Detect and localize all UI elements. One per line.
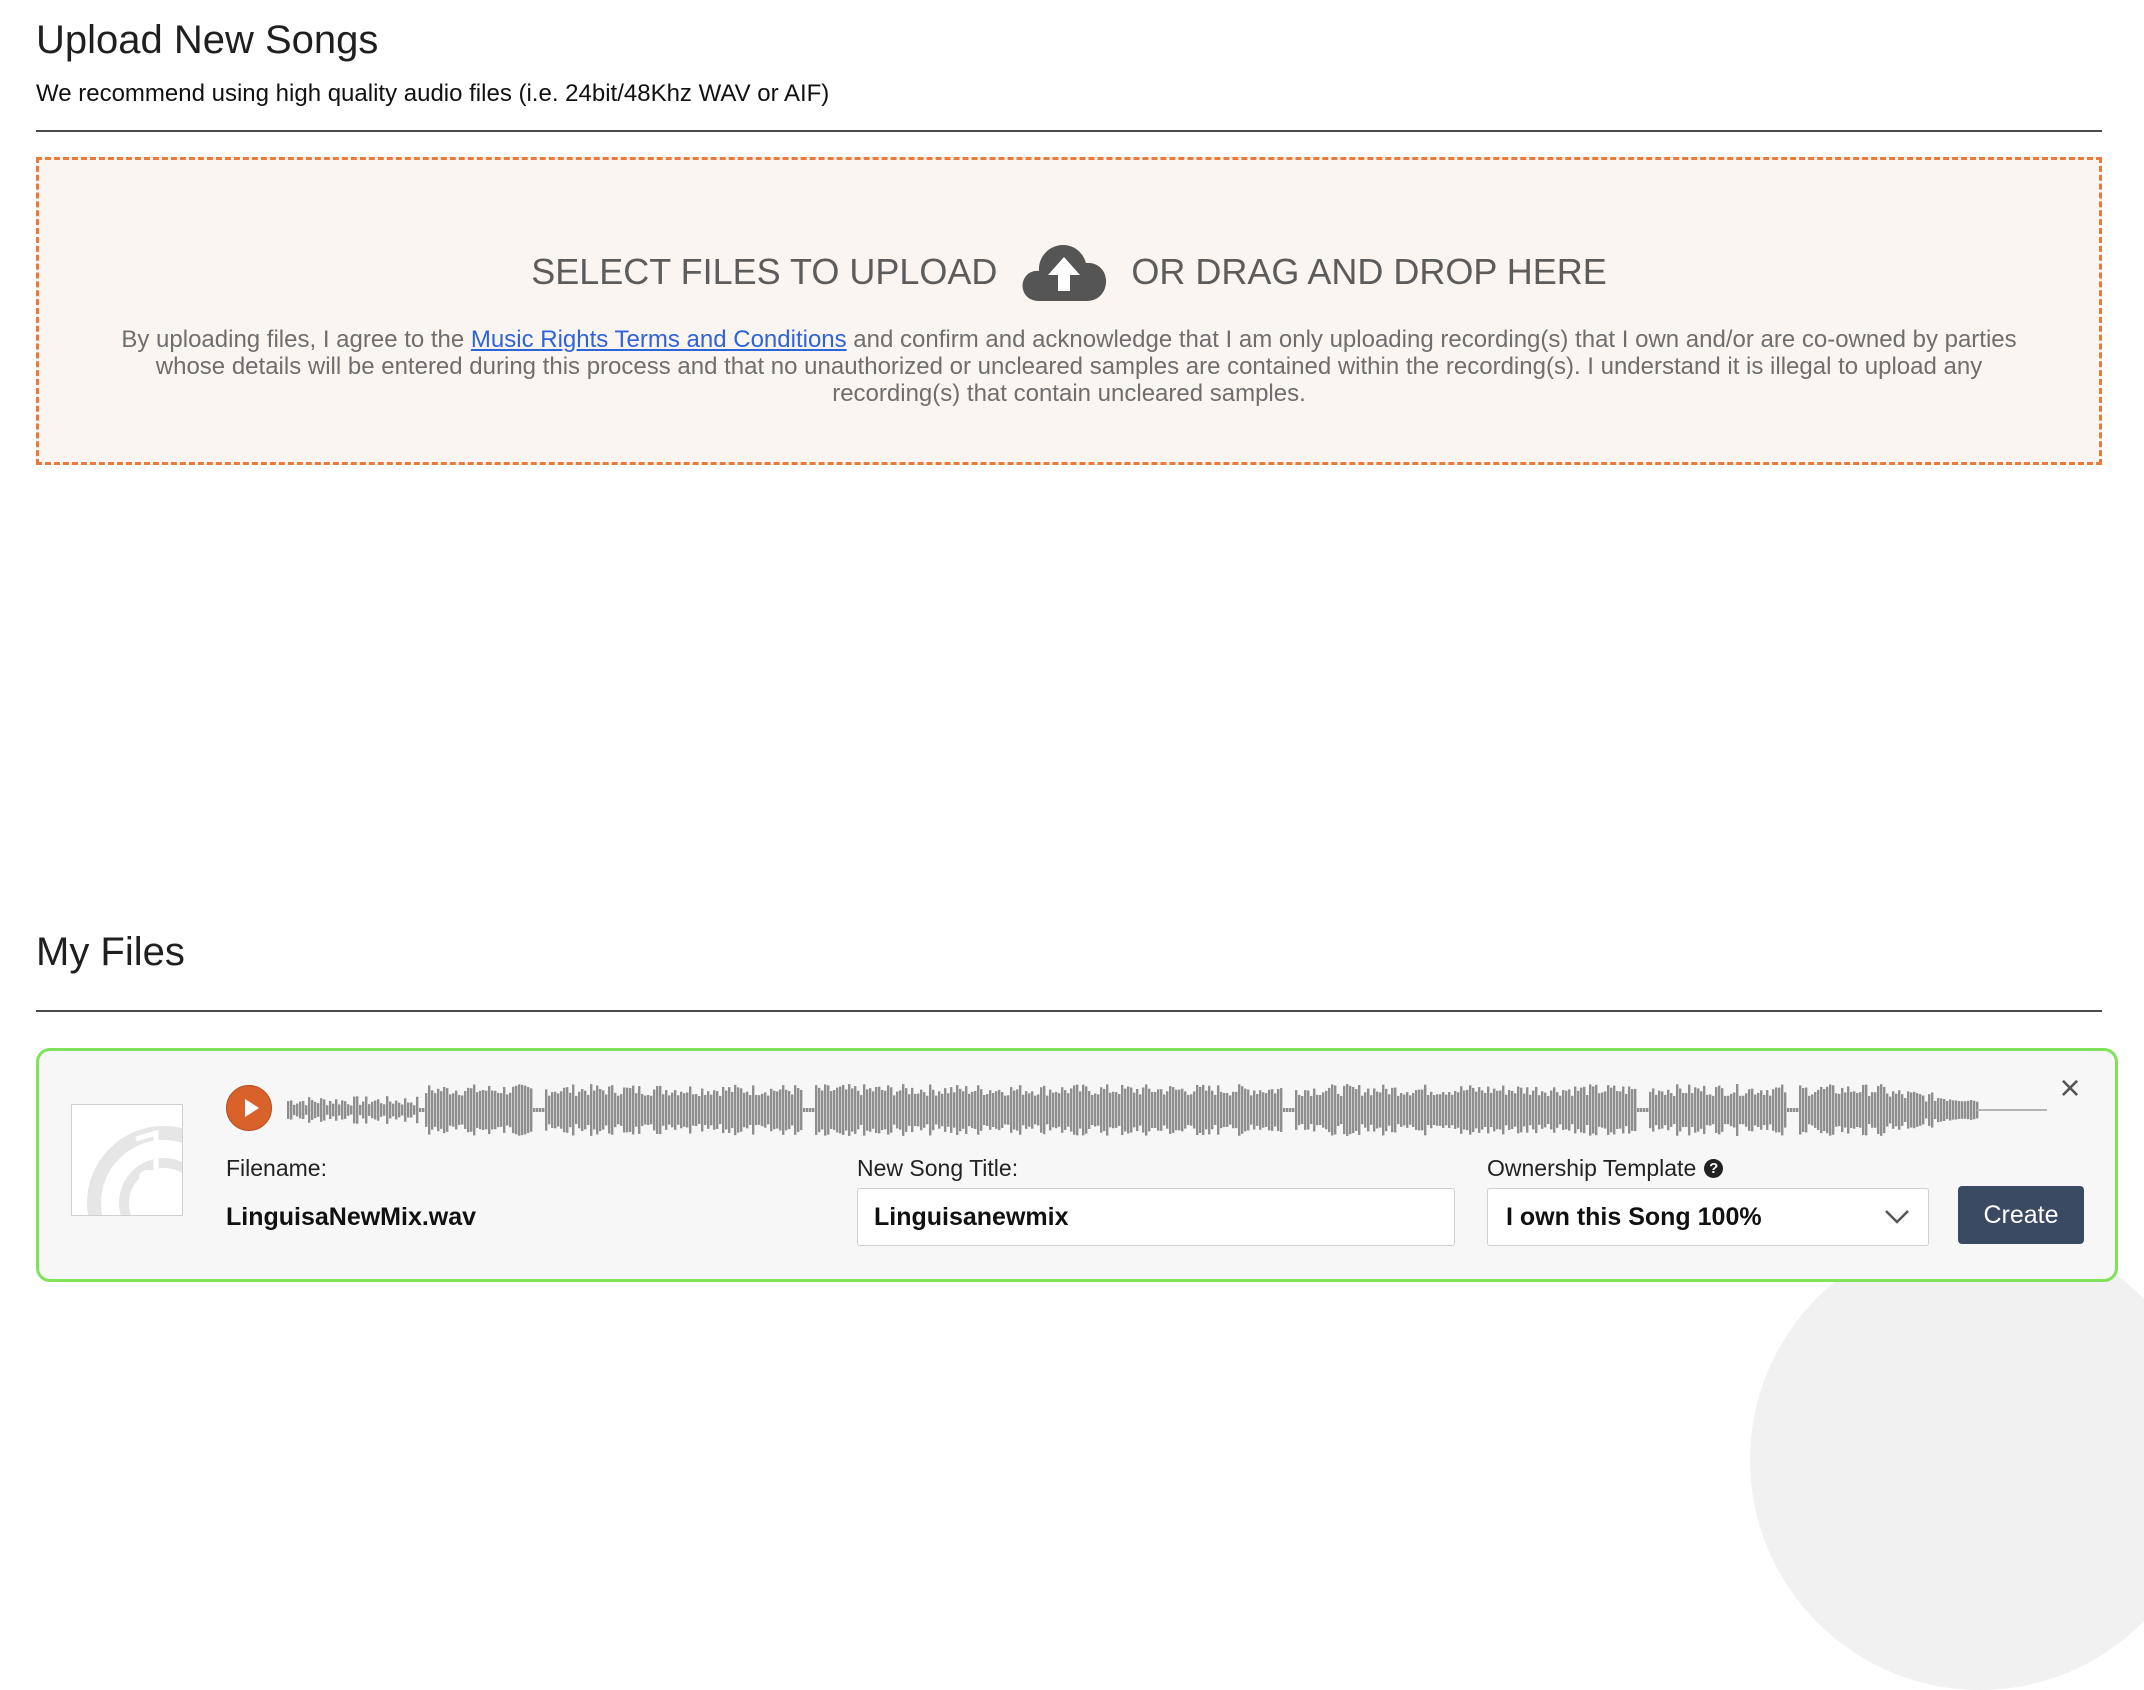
filename-label: Filename: bbox=[226, 1155, 327, 1181]
upload-dropzone[interactable] bbox=[36, 157, 2102, 465]
legal-text-end: and confirm and acknowledge that I am only uploading recording(s) that I own and/or are co-owned by parties whose details will be entered during this process and that no unauthorized or uncleared samples are contained within the recording(s). I understand it is illegal to upload any recording(s) that contain uncleared samples. bbox=[155, 326, 2017, 407]
play-icon[interactable] bbox=[226, 1085, 272, 1131]
dropzone-headline[interactable] bbox=[39, 226, 2099, 318]
song-title-input[interactable] bbox=[857, 1188, 1455, 1246]
upload-legal-notice bbox=[89, 326, 2049, 407]
create-button[interactable]: Create bbox=[1958, 1186, 2084, 1244]
chevron-down-icon[interactable] bbox=[1884, 1209, 1910, 1225]
question-circle-icon[interactable]: ? bbox=[1704, 1159, 1723, 1178]
ownership-template-label: Ownership Template bbox=[1487, 1155, 1697, 1181]
cloud-upload-icon[interactable] bbox=[1019, 237, 1109, 307]
my-files-heading: My Files bbox=[36, 930, 185, 974]
upload-recommendation: We recommend using high quality audio files (i.e. 24bit/48Khz WAV or AIF) bbox=[36, 80, 830, 107]
background-vinyl-decoration bbox=[1750, 1230, 2144, 1690]
filename-value: LinguisaNewMix.wav bbox=[226, 1203, 477, 1231]
ownership-template-select[interactable] bbox=[1487, 1188, 1929, 1246]
music-note-icon bbox=[71, 1104, 183, 1216]
ownership-label-group bbox=[1487, 1155, 1723, 1182]
ownership-selected-value: I own this Song 100% bbox=[1506, 1203, 1762, 1231]
select-files-text[interactable]: SELECT FILES TO UPLOAD bbox=[531, 251, 998, 292]
drag-drop-text: OR DRAG AND DROP HERE bbox=[1131, 251, 1607, 292]
file-card bbox=[36, 1048, 2118, 1282]
divider bbox=[36, 130, 2102, 132]
close-icon[interactable]: × bbox=[2059, 1067, 2081, 1108]
divider bbox=[36, 1010, 2102, 1012]
waveform[interactable] bbox=[287, 1083, 2047, 1137]
song-title-label: New Song Title: bbox=[857, 1155, 1019, 1181]
legal-text-start: By uploading files, I agree to the bbox=[121, 326, 471, 353]
page-title: Upload New Songs bbox=[36, 18, 379, 62]
terms-link[interactable]: Music Rights Terms and Conditions bbox=[470, 326, 847, 353]
